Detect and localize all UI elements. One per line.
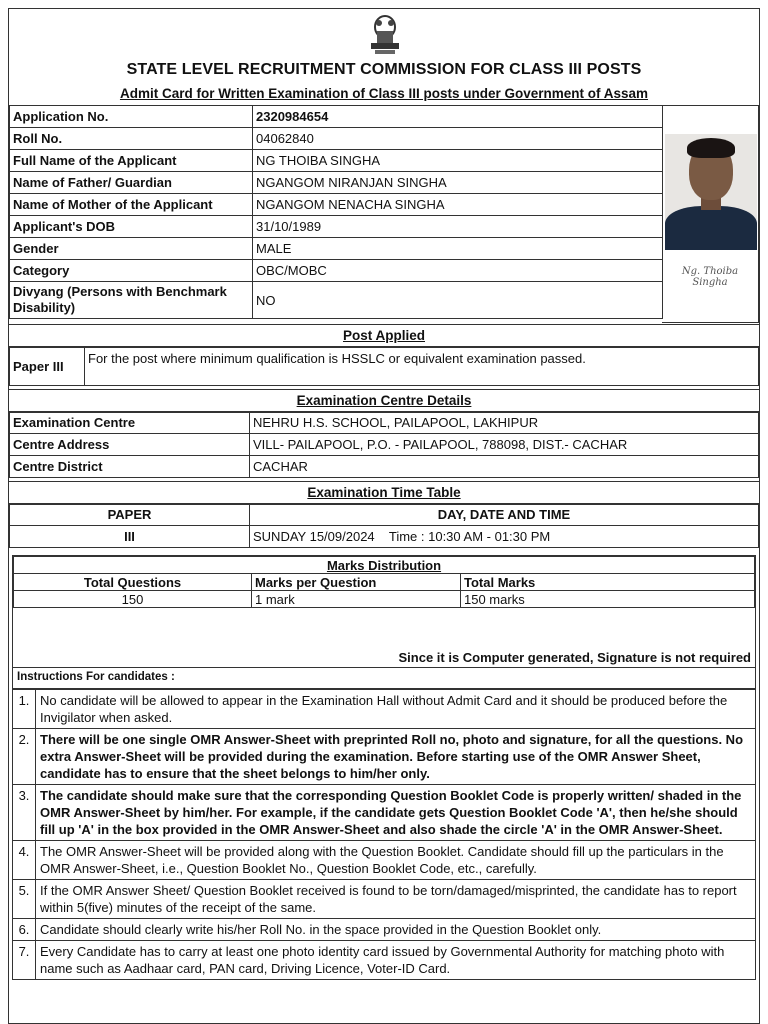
post-applied-table bbox=[9, 346, 759, 386]
column-header: DAY, DATE AND TIME bbox=[250, 504, 759, 526]
dob-value: 31/10/1989 bbox=[253, 216, 663, 238]
centre-district-value: CACHAR bbox=[250, 456, 759, 478]
post-label: Paper III bbox=[10, 347, 85, 386]
page-title: STATE LEVEL RECRUITMENT COMMISSION FOR CLASS III POSTS bbox=[126, 61, 642, 78]
table-row bbox=[14, 557, 755, 574]
column-header: PAPER bbox=[10, 504, 250, 526]
category-value: OBC/MOBC bbox=[253, 260, 663, 282]
marks-table bbox=[13, 556, 755, 608]
instructions-heading: Instructions For candidates : bbox=[12, 668, 756, 689]
column-header: Total Marks bbox=[461, 574, 755, 591]
page-subtitle: Admit Card for Written Examination of Class III posts under Government of Assam bbox=[119, 86, 649, 101]
item-number: 2. bbox=[13, 729, 36, 785]
instruction-text: There will be one single OMR Answer-Sheet with preprinted Roll no, photo and signature, for all the questions. No extra Answer-Sheet will be provided during the examination. Before starting use of the OMR Answer Sheet, candidate has to ensure that the sheet belongs to him/her only. bbox=[36, 729, 756, 785]
instruction-text: The OMR Answer-Sheet will be provided along with the Question Booklet. Candidate should fill up the particulars in the OMR Answer-Sheet, i.e., Question Booklet No., Question Booklet Code, etc., carefully. bbox=[36, 841, 756, 880]
field-label: Roll No. bbox=[10, 128, 253, 150]
item-number: 6. bbox=[13, 919, 36, 941]
field-label: Applicant's DOB bbox=[10, 216, 253, 238]
field-label: Full Name of the Applicant bbox=[10, 150, 253, 172]
roll-no-value: 04062840 bbox=[253, 128, 663, 150]
application-no-value: 2320984654 bbox=[253, 106, 663, 128]
instruction-text: Every Candidate has to carry at least one photo identity card issued by Governmental Authority for matching photo with name such as Aadhaar card, PAN card, Driving Licence, Voter-ID Card. bbox=[36, 941, 756, 980]
table-row bbox=[10, 260, 663, 282]
centre-details-table bbox=[9, 411, 759, 478]
table-row bbox=[14, 591, 755, 608]
table-row bbox=[10, 216, 663, 238]
table-row bbox=[10, 347, 759, 386]
marks-heading: Marks Distribution bbox=[14, 557, 755, 574]
table-row bbox=[10, 282, 663, 319]
table-row bbox=[10, 150, 663, 172]
divyang-value: NO bbox=[253, 282, 663, 319]
field-label: Divyang (Persons with Benchmark Disability) bbox=[10, 282, 253, 319]
table-row bbox=[13, 785, 756, 841]
timetable-table bbox=[9, 503, 759, 548]
table-row bbox=[13, 880, 756, 919]
item-number: 4. bbox=[13, 841, 36, 880]
table-row bbox=[10, 106, 663, 128]
total-questions-value: 150 bbox=[14, 591, 252, 608]
table-row bbox=[13, 690, 756, 729]
table-row bbox=[13, 729, 756, 785]
table-row bbox=[10, 172, 663, 194]
table-row bbox=[10, 128, 663, 150]
marks-distribution-box bbox=[12, 555, 756, 668]
table-row bbox=[13, 941, 756, 980]
table-row bbox=[10, 434, 759, 456]
full-name-value: NG THOIBA SINGHA bbox=[253, 150, 663, 172]
applicant-photo bbox=[665, 134, 757, 250]
exam-time-value: SUNDAY 15/09/2024 Time : 10:30 AM - 01:30 PM bbox=[250, 526, 759, 548]
instructions-table bbox=[12, 689, 756, 980]
item-number: 7. bbox=[13, 941, 36, 980]
applicant-signature: Ng. Thoiba Singha bbox=[681, 266, 739, 288]
field-label: Gender bbox=[10, 238, 253, 260]
gender-value: MALE bbox=[253, 238, 663, 260]
paper-value: III bbox=[10, 526, 250, 548]
column-header: Total Questions bbox=[14, 574, 252, 591]
field-label: Centre District bbox=[10, 456, 250, 478]
field-label: Name of Father/ Guardian bbox=[10, 172, 253, 194]
table-row bbox=[10, 456, 759, 478]
field-label: Application No. bbox=[10, 106, 253, 128]
item-number: 1. bbox=[13, 690, 36, 729]
mother-name-value: NGANGOM NENACHA SINGHA bbox=[253, 194, 663, 216]
field-label: Category bbox=[10, 260, 253, 282]
signature-note: Since it is Computer generated, Signature is not required bbox=[398, 650, 751, 665]
table-row bbox=[10, 526, 759, 548]
state-emblem-icon bbox=[367, 13, 403, 57]
centre-details-heading: Examination Centre Details bbox=[9, 389, 759, 413]
item-number: 5. bbox=[13, 880, 36, 919]
table-row bbox=[10, 194, 663, 216]
column-header: Marks per Question bbox=[252, 574, 461, 591]
table-row bbox=[13, 919, 756, 941]
table-row bbox=[10, 238, 663, 260]
field-label: Name of Mother of the Applicant bbox=[10, 194, 253, 216]
admit-card bbox=[8, 8, 760, 1024]
instruction-text: If the OMR Answer Sheet/ Question Booklet received is found to be torn/damaged/misprinted, the candidate has to report within 5(five) minutes of the receipt of the same. bbox=[36, 880, 756, 919]
total-marks-value: 150 marks bbox=[461, 591, 755, 608]
timetable-heading: Examination Time Table bbox=[9, 481, 759, 505]
post-applied-heading: Post Applied bbox=[9, 324, 759, 348]
applicant-photo-box bbox=[662, 105, 759, 323]
exam-centre-value: NEHRU H.S. SCHOOL, PAILAPOOL, LAKHIPUR bbox=[250, 412, 759, 434]
instruction-text: The candidate should make sure that the corresponding Question Booklet Code is properly written/ shaded in the OMR Answer-Sheet by him/her. For example, if the candidate gets Question Booklet Code 'A', then he/she should fill up 'A' in the box provided in the OMR Answer-Sheet and also shade the circle 'A' in the OMR Answer-Sheet. bbox=[36, 785, 756, 841]
instruction-text: Candidate should clearly write his/her Roll No. in the space provided in the Question Booklet only. bbox=[36, 919, 756, 941]
post-value: For the post where minimum qualification is HSSLC or equivalent examination passed. bbox=[85, 347, 759, 386]
table-row bbox=[14, 574, 755, 591]
applicant-details-table bbox=[9, 105, 663, 319]
field-label: Examination Centre bbox=[10, 412, 250, 434]
table-row bbox=[10, 412, 759, 434]
centre-address-value: VILL- PAILAPOOL, P.O. - PAILAPOOL, 788098, DIST.- CACHAR bbox=[250, 434, 759, 456]
father-name-value: NGANGOM NIRANJAN SINGHA bbox=[253, 172, 663, 194]
item-number: 3. bbox=[13, 785, 36, 841]
table-row bbox=[13, 841, 756, 880]
table-row bbox=[10, 504, 759, 526]
instruction-text: No candidate will be allowed to appear in the Examination Hall without Admit Card and it should be produced before the Invigilator when asked. bbox=[36, 690, 756, 729]
marks-per-question-value: 1 mark bbox=[252, 591, 461, 608]
field-label: Centre Address bbox=[10, 434, 250, 456]
